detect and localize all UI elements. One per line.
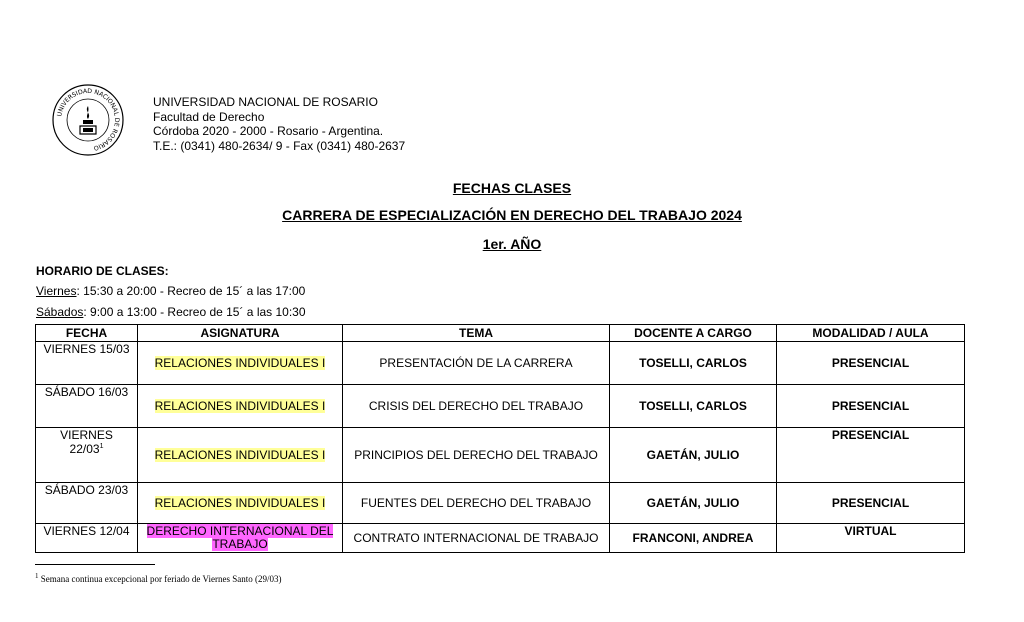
- friday-hours: : 15:30 a 20:00 - Recreo de 15´ a las 17:00: [76, 284, 306, 298]
- saturday-schedule: [36, 305, 306, 319]
- seal-text: UNIVERSIDAD NACIONAL DE ROSARIO: [56, 87, 121, 152]
- asignatura-text: DERECHO INTERNACIONAL DEL TRABAJO: [146, 524, 334, 551]
- cell-modalidad: VIRTUAL: [777, 524, 965, 553]
- footnote-ref: 1: [99, 443, 104, 450]
- cell-asignatura: [138, 385, 343, 428]
- asignatura-text: RELACIONES INDIVIDUALES I: [154, 399, 326, 413]
- year-title: 1er. AÑO: [482, 236, 542, 252]
- classes-table: [35, 324, 965, 553]
- header-modalidad: MODALIDAD / AULA: [777, 325, 965, 342]
- institution-phone: T.E.: (0341) 480-2634/ 9 - Fax (0341) 480-2637: [153, 138, 406, 153]
- cell-tema: CONTRATO INTERNACIONAL DE TRABAJO: [343, 524, 610, 553]
- table-row: [36, 385, 965, 428]
- cell-modalidad: PRESENCIAL: [777, 342, 965, 385]
- institution-name: UNIVERSIDAD NACIONAL DE ROSARIO: [153, 95, 378, 109]
- footnote: [35, 572, 281, 584]
- asignatura-text: RELACIONES INDIVIDUALES I: [154, 496, 326, 510]
- cell-asignatura: [138, 428, 343, 483]
- friday-schedule: [36, 284, 305, 298]
- cell-modalidad: PRESENCIAL: [777, 385, 965, 428]
- header-docente: DOCENTE A CARGO: [610, 325, 777, 342]
- cell-docente: FRANCONI, ANDREA: [610, 524, 777, 553]
- page-title: FECHAS CLASES: [452, 180, 572, 196]
- table-row: [36, 483, 965, 524]
- saturday-label: Sábados: [36, 305, 84, 319]
- cell-fecha: SÁBADO 16/03: [36, 385, 138, 428]
- footnote-divider: [35, 564, 155, 565]
- cell-fecha: [36, 428, 138, 483]
- cell-fecha: VIERNES 15/03: [36, 342, 138, 385]
- cell-docente: GAETÁN, JULIO: [610, 428, 777, 483]
- cell-asignatura: [138, 342, 343, 385]
- cell-asignatura: [138, 483, 343, 524]
- cell-tema: PRESENTACIÓN DE LA CARRERA: [343, 342, 610, 385]
- cell-asignatura: [138, 524, 343, 553]
- fecha-line1: VIERNES: [60, 428, 113, 442]
- faculty-name: Facultad de Derecho: [153, 109, 265, 124]
- cell-tema: CRISIS DEL DERECHO DEL TRABAJO: [343, 385, 610, 428]
- footnote-mark: 1: [35, 572, 39, 580]
- program-title: CARRERA DE ESPECIALIZACIÓN EN DERECHO DEL TRABAJO 2024: [282, 207, 742, 223]
- table-row: [36, 428, 965, 483]
- cell-modalidad: PRESENCIAL: [777, 428, 965, 483]
- cell-docente: TOSELLI, CARLOS: [610, 342, 777, 385]
- header-tema: TEMA: [343, 325, 610, 342]
- cell-docente: GAETÁN, JULIO: [610, 483, 777, 524]
- cell-fecha: SÁBADO 23/03: [36, 483, 138, 524]
- institution-header: [153, 95, 405, 153]
- torch-emblem-icon: [80, 106, 96, 134]
- cell-tema: FUENTES DEL DERECHO DEL TRABAJO: [343, 483, 610, 524]
- university-seal: [52, 84, 124, 156]
- footnote-text: Semana continua excepcional por feriado de Viernes Santo (29/03): [38, 574, 282, 584]
- table-row: [36, 524, 965, 553]
- table-row: [36, 342, 965, 385]
- friday-label: Viernes: [36, 284, 77, 298]
- header-asignatura: ASIGNATURA: [138, 325, 343, 342]
- fecha-line2: 22/03: [69, 442, 100, 456]
- cell-modalidad: PRESENCIAL: [777, 483, 965, 524]
- table-header-row: [36, 325, 965, 342]
- cell-tema: PRINCIPIOS DEL DERECHO DEL TRABAJO: [343, 428, 610, 483]
- header-fecha: FECHA: [36, 325, 138, 342]
- cell-fecha: VIERNES 12/04: [36, 524, 138, 553]
- saturday-hours: : 9:00 a 13:00 - Recreo de 15´ a las 10:30: [83, 305, 306, 319]
- asignatura-text: RELACIONES INDIVIDUALES I: [154, 356, 326, 370]
- institution-address: Córdoba 2020 - 2000 - Rosario - Argentina.: [153, 124, 384, 138]
- schedule-heading: HORARIO DE CLASES:: [36, 264, 169, 278]
- cell-docente: TOSELLI, CARLOS: [610, 385, 777, 428]
- asignatura-text: RELACIONES INDIVIDUALES I: [154, 448, 326, 462]
